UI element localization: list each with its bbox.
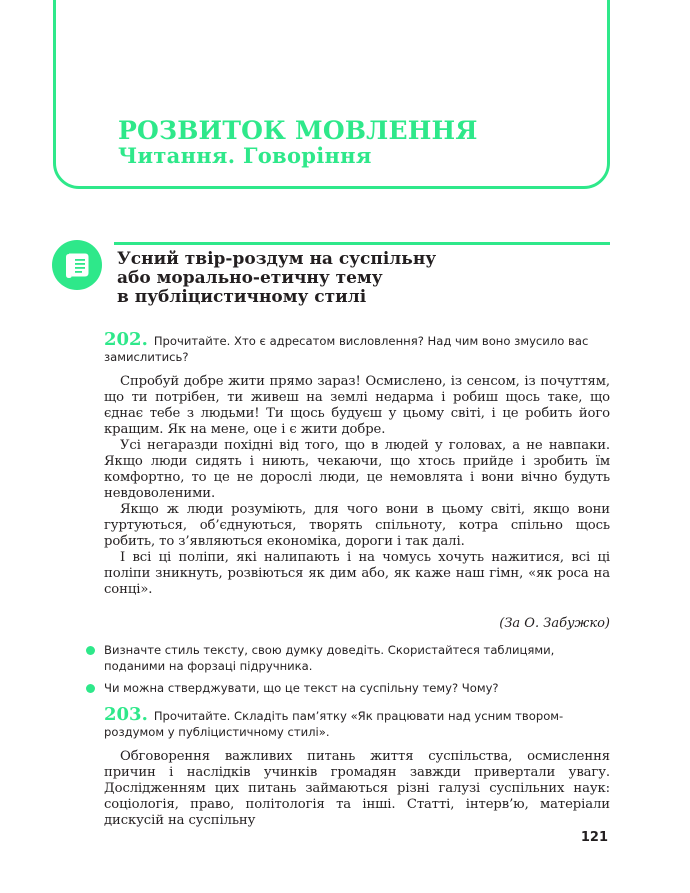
bullet-icon — [86, 684, 95, 693]
exercise-203-text — [104, 749, 610, 829]
text-paragraph: Обговорення важливих питань життя суспільства, осмислення причин і наслідків учинків громадян завжди привертали увагу. Дослідженням цих питань займаються різні галузі суспільних наук: соціологія, право, політологія та інші. Статті, інтерв’ю, матеріали дискусій на суспільну — [104, 749, 610, 828]
bullet-text: Визначте стиль тексту, свою думку доведіть. Скористайтеся таблицями, поданими на форзаці підручника. — [104, 643, 555, 673]
section-title: РОЗВИТОК МОВЛЕННЯ — [118, 116, 478, 145]
exercise-number: 202. — [104, 329, 148, 350]
topic-divider — [114, 242, 610, 245]
exercise-number: 203. — [104, 704, 148, 725]
exercise-203-instruction — [104, 704, 610, 740]
text-paragraph: Якщо ж люди розуміють, для чого вони в цьому світі, якщо вони гуртуються, об’єднуються, творять спільноту, котра спільно щось робить, то з’являються економіка, дороги і так далі. — [104, 502, 610, 549]
text-paragraph: І всі ці поліпи, які налипають і на чомусь хочуть нажитися, всі ці поліпи зникнуть, розвіються як дим або, як каже наш гімн, «як роса на сонці». — [104, 550, 610, 597]
text-paragraph: Спробуй добре жити прямо зараз! Осмислено, із сенсом, із почуттям, що ти потрібен, ти живеш на землі недарма і робиш щось таке, що єднає тебе з людьми! Ти щось будуєш у цьому світі, і це робить його кращим. Як на мене, оце і є жити добре. — [104, 374, 610, 437]
exercise-instruction-text: Прочитайте. Хто є адресатом висловлення? Над чим воно змусило вас замислитись? — [104, 334, 589, 364]
topic-title — [117, 250, 436, 307]
exercise-202-text — [104, 374, 610, 598]
bullet-item — [104, 642, 610, 674]
section-subtitle: Читання. Говоріння — [118, 143, 372, 168]
bullet-icon — [86, 646, 95, 655]
topic-title-line: Усний твір-роздум на суспільну — [117, 249, 437, 269]
topic-title-line: або морально-етичну тему — [117, 268, 383, 288]
exercise-instruction-text: Прочитайте. Складіть пам’ятку «Як працювати над усним твором-роздумом у публіцистичному стилі». — [104, 709, 564, 739]
text-paragraph: Усі негаразди похідні від того, що в людей у головах, а не навпаки. Якщо люди сидять і ниють, чекаючи, що хтось прийде і зробить їм комфортно, то це не дорослі люди, це немовлята і вони вічно будуть невдоволеними. — [104, 438, 610, 501]
text-source: (За О. Забужко) — [499, 616, 610, 631]
bullet-text: Чи можна стверджувати, що це текст на суспільну тему? Чому? — [104, 681, 499, 695]
exercise-202-instruction — [104, 329, 610, 365]
scroll-document-icon — [52, 240, 102, 290]
page-number: 121 — [580, 830, 608, 845]
bullet-item — [104, 680, 610, 696]
topic-title-line: в публіцистичному стилі — [117, 287, 367, 307]
